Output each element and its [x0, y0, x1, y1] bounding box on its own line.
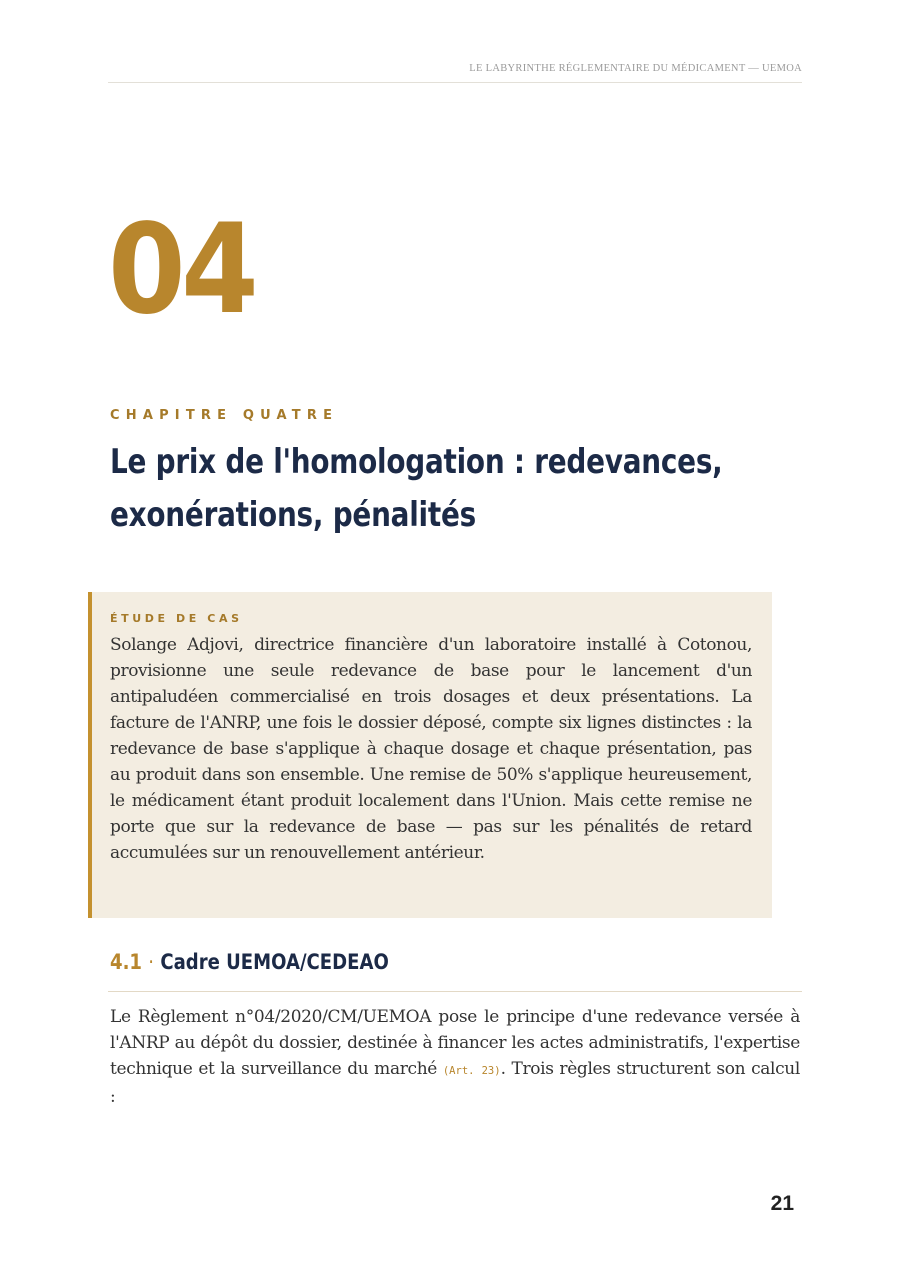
chapter-kicker: CHAPITRE QUATRE	[110, 408, 339, 423]
case-study-box	[88, 592, 772, 918]
running-header: LE LABYRINTHE RÉGLEMENTAIRE DU MÉDICAMENT — UEMOA	[469, 63, 802, 74]
section-heading	[110, 950, 389, 974]
page-number: 21	[770, 1192, 794, 1215]
body-paragraph-text: Le Règlement n°04/2020/CM/UEMOA pose le principe d'une redevance versée à l'ANRP au dépôt du dossier, destinée à financer les actes administratifs, l'expertise technique et la surveillance du marché	[110, 1007, 800, 1079]
chapter-title-line-2: exonérations, pénalités	[110, 495, 476, 535]
case-study-label: ÉTUDE DE CAS	[110, 612, 243, 625]
body-paragraph-text-end: . Trois règles structurent son calcul :	[110, 1059, 800, 1107]
header-divider	[108, 82, 802, 83]
article-reference: (Art. 23)	[442, 1065, 501, 1077]
section-number: 4.1	[110, 950, 142, 974]
chapter-title	[110, 436, 733, 542]
section-title: Cadre UEMOA/CEDEAO	[160, 950, 389, 974]
chapter-title-line-1: Le prix de l'homologation : redevances,	[110, 442, 723, 482]
case-study-text: Solange Adjovi, directrice financière d'un laboratoire installé à Cotonou, provisionne une seule redevance de base pour le lancement d'un antipaludéen commercialisé en trois dosages et deux présentations. La facture de l'ANRP, une fois le dossier déposé, compte six lignes distinctes : la redevance de base s'applique à chaque dosage et chaque présentation, pas au produit dans son ensemble. Une remise de 50% s'applique heureusement, le médicament étant produit localement dans l'Union. Mais cette remise ne porte que sur la redevance de base — pas sur les pénalités de retard accumulées sur un renouvellement antérieur.	[110, 635, 752, 863]
section-separator: ·	[148, 950, 155, 974]
body-paragraph	[110, 1004, 800, 1110]
section-divider	[108, 991, 802, 992]
chapter-number: 04	[108, 198, 255, 342]
